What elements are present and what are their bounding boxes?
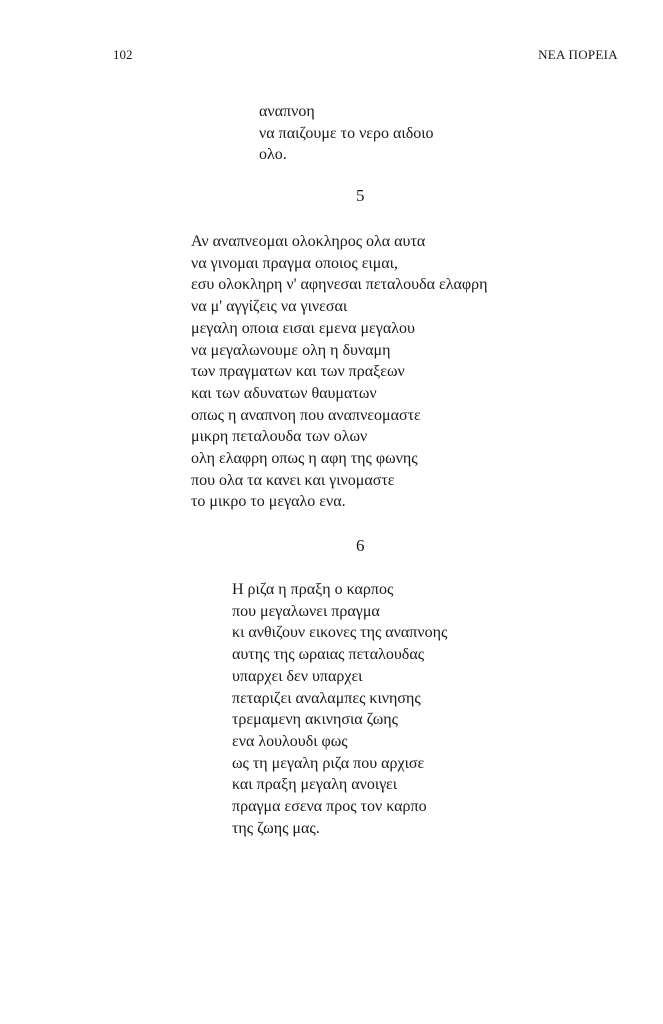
poem-line: οπως η αναπνοη που αναπνεομαστε [191, 406, 421, 424]
page-header [0, 47, 663, 67]
poem-line: που ολα τα κανει και γινομαστε [191, 471, 395, 489]
poem-line: αναπνοη [259, 103, 315, 120]
page-number: 102 [113, 47, 133, 62]
poem-line: που μεγαλωνει πραγμα [232, 602, 380, 620]
poem-line: υπαρχει δεν υπαρχει [232, 667, 363, 685]
poem-line: πεταριζει αναλαμπες κινησης [232, 689, 421, 707]
poem-line: ενα λουλουδι φως [232, 732, 348, 750]
poem-line: κι ανθιζουν εικονες της αναπνοης [232, 624, 448, 642]
poem-line: Η ριζα η πραξη ο καρπος [232, 581, 394, 598]
poem-line: πραγμα εσενα προς τον καρπο [232, 798, 427, 816]
poem-line: Αν αναπνεομαι ολοκληρος ολα αυτα [191, 233, 426, 250]
poem-line: μεγαλη οποια εισαι εμενα μεγαλου [191, 319, 415, 337]
poem-line: μικρη πεταλουδα των ολων [191, 428, 368, 446]
poem-line: να γινομαι πραγμα οποιος ειμαι, [191, 254, 398, 272]
running-title: ΝΕΑ ΠΟΡΕΙΑ [538, 47, 618, 62]
poem-line: ως τη μεγαλη ριζα που αρχισε [232, 754, 425, 772]
poem-line: να παιζουμε το νερο αιδοιο [259, 124, 434, 142]
section-number-5: 5 [356, 186, 365, 205]
poem-line: της ζωης μας. [232, 819, 320, 837]
poem-line: και των αδυνατων θαυματων [191, 384, 377, 402]
stanza-intro [259, 101, 434, 166]
poem-line: να μεγαλωνουμε ολη η δυναμη [191, 341, 391, 359]
section-number-6: 6 [356, 536, 365, 555]
poem-line: να μ' αγγίζεις να γινεσαι [191, 298, 348, 316]
poem-line: τρεμαμενη ακινησια ζωης [232, 711, 398, 729]
poem-line: το μικρο το μεγαλο ενα. [191, 493, 346, 511]
poem-line: των πραγματων και των πραξεων [191, 363, 405, 381]
poem-line: ολο. [259, 146, 287, 164]
stanza-5 [191, 231, 487, 513]
poem-line: ολη ελαφρη οπως η αφη της φωνης [191, 450, 418, 468]
poem-line: και πραξη μεγαλη ανοιγει [232, 776, 398, 794]
poem-line: εσυ ολοκληρη ν' αφηνεσαι πεταλουδα ελαφρη [191, 276, 488, 294]
stanza-6 [232, 579, 447, 839]
poem-line: αυτης της ωραιας πεταλουδας [232, 646, 425, 664]
